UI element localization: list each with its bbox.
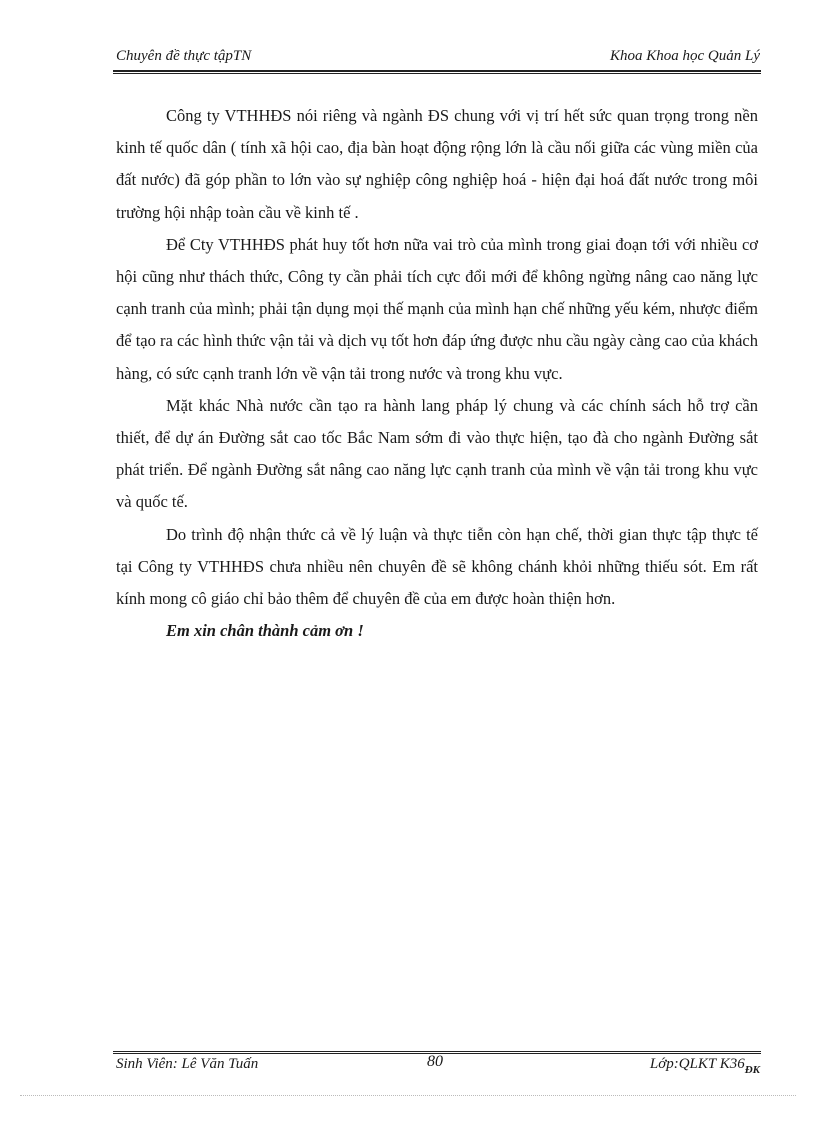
document-body bbox=[116, 100, 758, 647]
page-bottom-divider bbox=[20, 1095, 796, 1096]
paragraph-4: Do trình độ nhận thức cả về lý luận và thực tiễn còn hạn chế, thời gian thực tập thực tế tại Công ty VTHHĐS chưa nhiều nên chuyên đề sẽ không chánh khỏi những thiếu sót. Em rất kính mong cô giáo chỉ bảo thêm để chuyên đề của em được hoàn thiện hơn. bbox=[116, 524, 758, 609]
paragraph-2: Để Cty VTHHĐS phát huy tốt hơn nữa vai trò của mình trong giai đoạn tới với nhiều cơ hội cũng như thách thức, Công ty cần phải tích cực đổi mới để không ngừng nâng cao năng lực cạnh tranh của mình; phải tận dụng mọi thế mạnh của mình hạn chế những yếu kém, nhược điểm để tạo ra các hình thức vận tải và dịch vụ tốt hơn đáp ứng được nhu cầu ngày càng cao của khách hàng, có sức cạnh tranh lớn về vận tải trong nước và trong khu vực. bbox=[116, 234, 758, 383]
footer-rule bbox=[113, 1051, 761, 1052]
paragraph-3: Mặt khác Nhà nước cần tạo ra hành lang pháp lý chung và các chính sách hỗ trợ cần thiết, để dự án Đường sắt cao tốc Bắc Nam sớm đi vào thực hiện, tạo đà cho ngành Đường sắt phát triển. Để ngành Đường sắt nâng cao năng lực cạnh tranh của mình về vận tải trong khu vực và quốc tế. bbox=[116, 395, 758, 512]
paragraph-1: Công ty VTHHĐS nói riêng và ngành ĐS chung với vị trí hết sức quan trọng trong nền kinh tế quốc dân ( tính xã hội cao, địa bàn hoạt động rộng lớn là cầu nối giữa các vùng miền của đất nước) đã góp phần to lớn vào sự nghiệp công nghiệp hoá - hiện đại hoá đất nước trong môi trường hội nhập toàn cầu về kinh tế . bbox=[116, 106, 758, 222]
page-header bbox=[116, 48, 760, 68]
header-faculty: Khoa Khoa học Quản Lý bbox=[610, 48, 760, 64]
page-footer bbox=[116, 1053, 760, 1078]
header-course-title: Chuyên đề thực tậpTN bbox=[116, 48, 252, 64]
closing-thanks: Em xin chân thành cảm ơn ! bbox=[166, 621, 364, 641]
footer-class bbox=[650, 1056, 760, 1076]
header-rule bbox=[113, 70, 761, 72]
footer-class-suffix: ĐK bbox=[744, 1064, 760, 1076]
footer-student-name: Sinh Viên: Lê Văn Tuấn bbox=[116, 1056, 259, 1072]
header-rule-thin bbox=[113, 73, 761, 74]
page-number: 80 bbox=[427, 1053, 443, 1070]
footer-class-label: Lớp:QLKT K36 bbox=[649, 1056, 745, 1072]
